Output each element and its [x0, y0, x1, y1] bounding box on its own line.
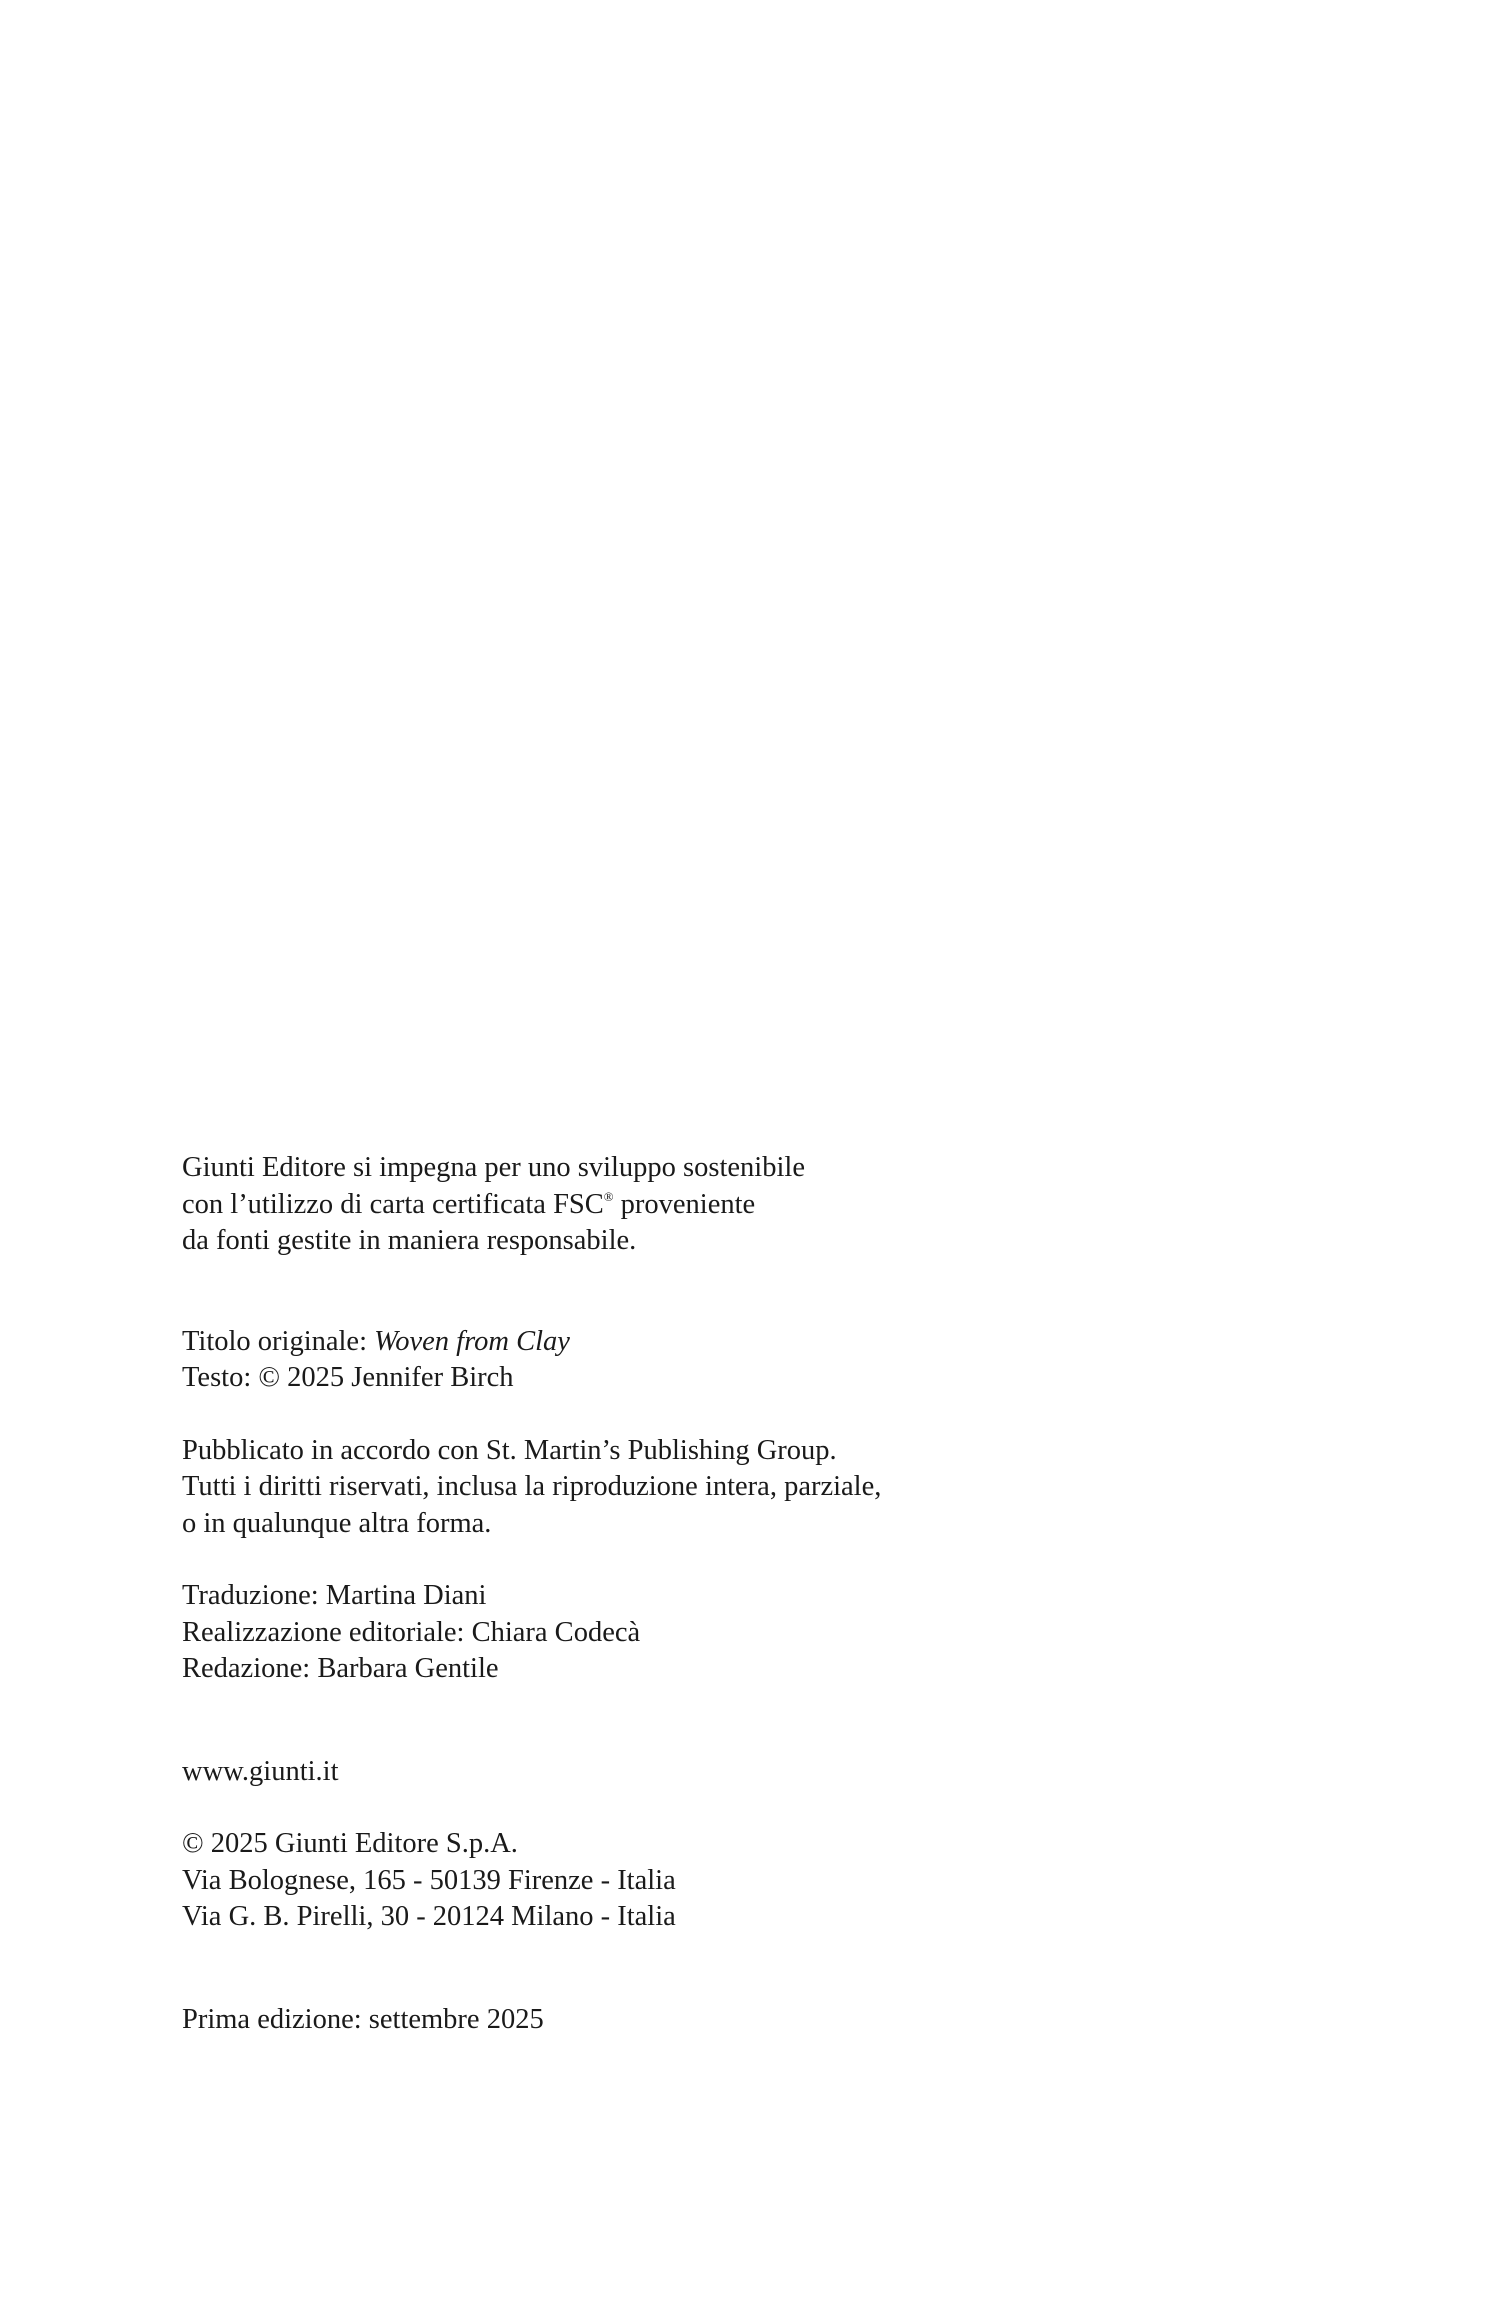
editing-credit: Redazione: Barbara Gentile	[182, 1653, 499, 1684]
edition-block	[182, 2002, 1182, 2039]
rights-line-2: Tutti i diritti riservati, inclusa la riproduzione intera, parziale,	[182, 1471, 882, 1502]
editorial-credit: Realizzazione editoriale: Chiara Codecà	[182, 1616, 641, 1648]
publisher-copyright: © 2025 Giunti Editore S.p.A.	[182, 1828, 518, 1859]
original-title-label: Titolo originale:	[182, 1325, 375, 1357]
colophon-text	[182, 1150, 1182, 2038]
rights-block	[182, 1433, 1182, 1543]
edition-date: Prima edizione: settembre 2025	[182, 2003, 544, 2035]
rights-line-1: Pubblicato in accordo con St. Martin’s Publishing Group.	[182, 1434, 837, 1466]
credits-block	[182, 1578, 1182, 1688]
text-credit: Testo: © 2025 Jennifer Birch	[182, 1362, 514, 1393]
publisher-address-1: Via Bolognese, 165 - 50139 Firenze - Italia	[182, 1864, 676, 1896]
original-title-value: Woven from Clay	[374, 1325, 570, 1357]
sustainability-line-2	[182, 1187, 1182, 1224]
original-title	[182, 1324, 1182, 1361]
sustainability-notice	[182, 1150, 1182, 1260]
publisher-block	[182, 1826, 1182, 1936]
translation-credit: Traduzione: Martina Diani	[182, 1580, 487, 1611]
rights-line-3: o in qualunque altra forma.	[182, 1507, 492, 1539]
sustainability-line-1: Giunti Editore si impegna per uno sviluppo sostenibile	[182, 1152, 805, 1183]
sustainability-line-2-pre: con l’utilizzo di carta certificata FSC	[182, 1188, 604, 1220]
sustainability-line-2-post: proveniente	[613, 1188, 756, 1220]
website-block	[182, 1754, 1182, 1791]
website-url: www.giunti.it	[182, 1755, 339, 1787]
sustainability-line-3: da fonti gestite in maniera responsabile.	[182, 1225, 637, 1256]
publisher-address-2: Via G. B. Pirelli, 30 - 20124 Milano - Italia	[182, 1901, 676, 1932]
registered-mark: ®	[603, 1189, 614, 1204]
original-title-block	[182, 1324, 1182, 1397]
